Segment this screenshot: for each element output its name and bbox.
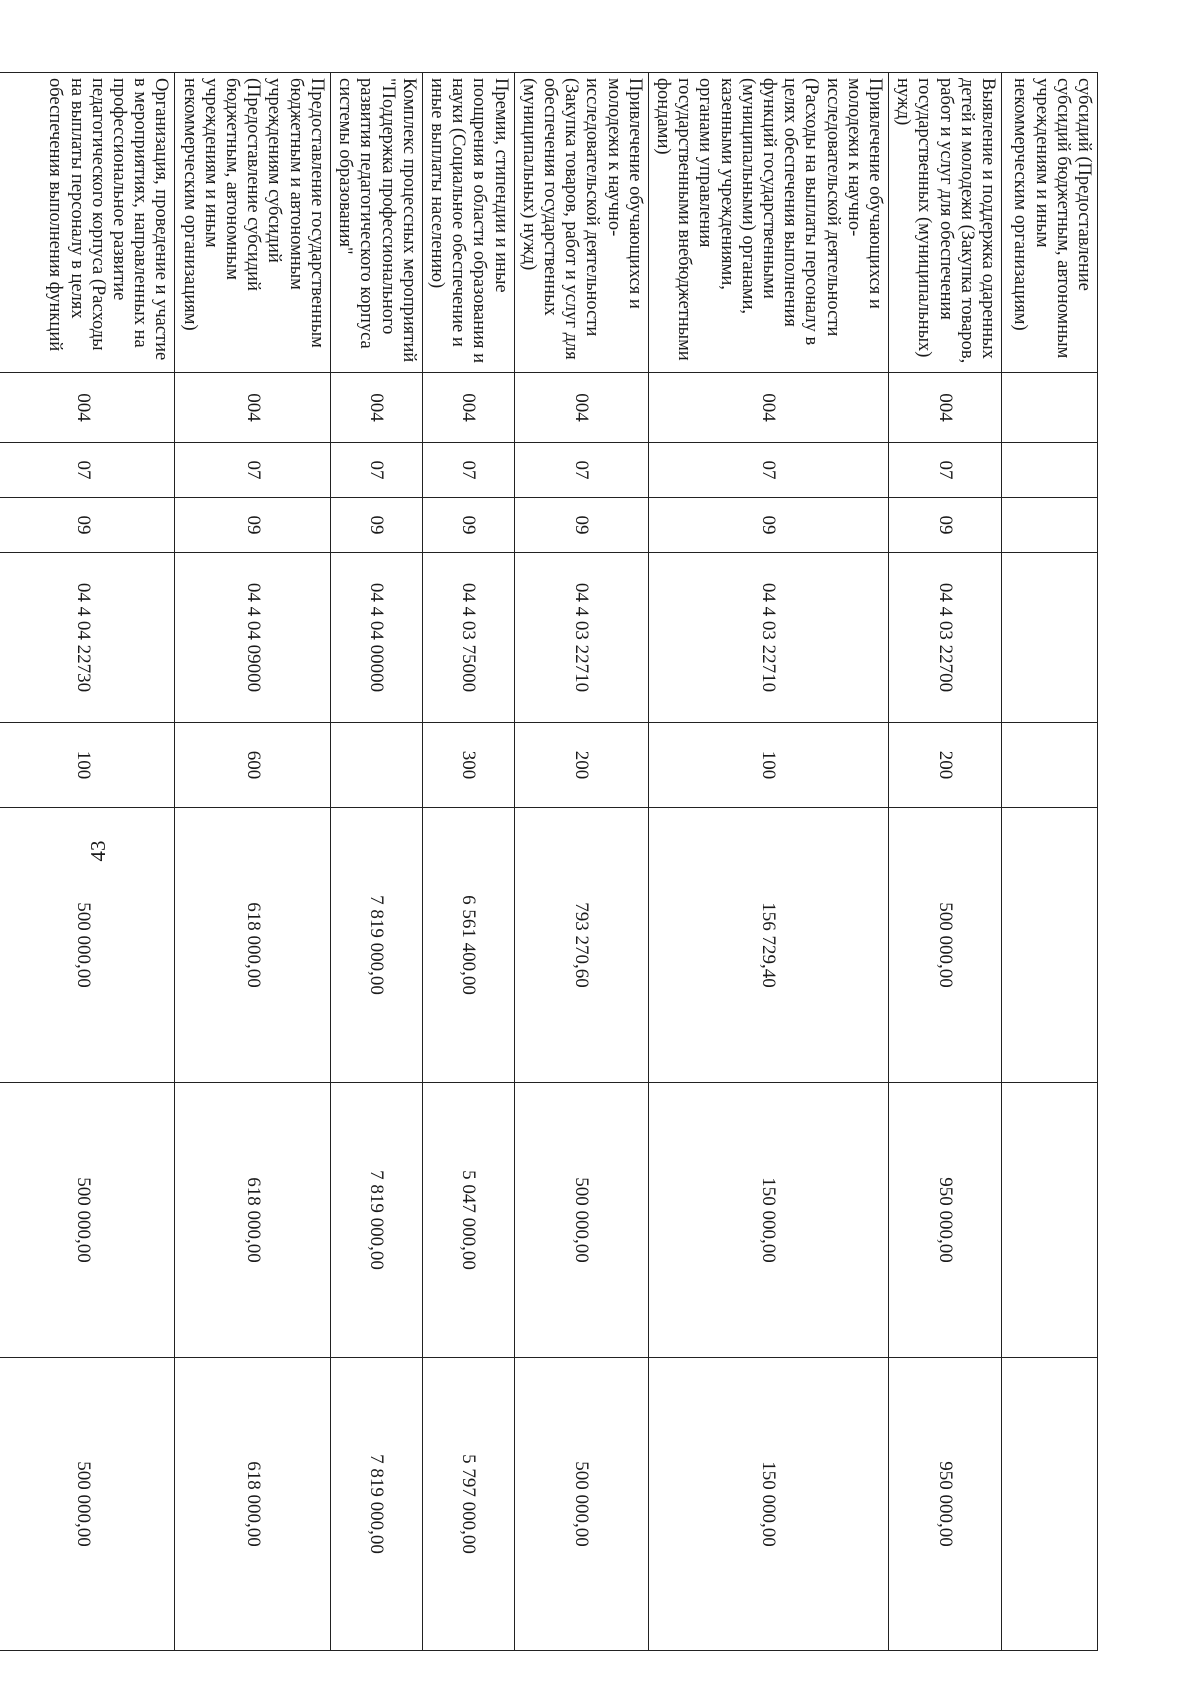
row-sum-year3: 7 819 000,00	[330, 1358, 422, 1651]
row-sum-year1: 7 819 000,00	[330, 808, 422, 1083]
row-grbs: 004	[888, 373, 1001, 443]
row-section: 07	[648, 443, 888, 498]
row-grbs: 004	[422, 373, 514, 443]
row-subsection: 09	[422, 498, 514, 553]
row-sum-year3	[1002, 1358, 1098, 1651]
row-grbs: 004	[0, 373, 175, 443]
table-row	[1002, 73, 1098, 1651]
table-row	[330, 73, 422, 1651]
row-sum-year3: 618 000,00	[175, 1358, 330, 1651]
row-expense-type: 300	[422, 723, 514, 808]
row-sum-year1: 156 729,40	[648, 808, 888, 1083]
row-expense-type	[330, 723, 422, 808]
row-expense-type: 100	[0, 723, 175, 808]
row-subsection	[1002, 498, 1098, 553]
row-expense-type: 200	[514, 723, 648, 808]
row-sum-year2: 150 000,00	[648, 1083, 888, 1358]
table-body	[0, 73, 1098, 1651]
row-subsection: 09	[888, 498, 1001, 553]
row-subsection: 09	[330, 498, 422, 553]
budget-table	[0, 72, 1098, 1651]
table-row	[0, 73, 175, 1651]
row-sum-year2	[1002, 1083, 1098, 1358]
row-description: Премии, стипендии и иные поощрения в области образования и науки (Социальное обеспечение и иные выплаты населению)	[422, 73, 514, 373]
table-row	[175, 73, 330, 1651]
row-section	[1002, 443, 1098, 498]
row-expense-type: 100	[648, 723, 888, 808]
row-target-article: 04 4 03 22710	[514, 553, 648, 723]
row-grbs: 004	[514, 373, 648, 443]
row-section: 07	[514, 443, 648, 498]
row-sum-year2: 7 819 000,00	[330, 1083, 422, 1358]
row-target-article: 04 4 03 22710	[648, 553, 888, 723]
row-sum-year1: 793 270,60	[514, 808, 648, 1083]
row-expense-type: 200	[888, 723, 1001, 808]
page-number: 43	[86, 840, 110, 862]
row-target-article: 04 4 04 22730	[0, 553, 175, 723]
row-description: Предоставление государственным бюджетным и автономным учреждениям субсидий (Предоставление субсидий бюджетным, автономным учреждениям и иным некоммерческим организациям)	[175, 73, 330, 373]
row-sum-year1: 500 000,00	[0, 808, 175, 1083]
row-description: субсидий (Предоставление субсидий бюджетным, автономным учреждениям и иным некоммерческим организациям)	[1002, 73, 1098, 373]
row-target-article: 04 4 03 22700	[888, 553, 1001, 723]
row-subsection: 09	[648, 498, 888, 553]
row-subsection: 09	[175, 498, 330, 553]
row-subsection: 09	[0, 498, 175, 553]
row-sum-year1: 500 000,00	[888, 808, 1001, 1083]
row-sum-year3: 500 000,00	[514, 1358, 648, 1651]
row-description: Организация, проведение и участие в мероприятиях, направленных на профессиональное развитие педагогического корпуса (Расходы на выплаты персоналу в целях обеспечения выполнения функций	[0, 73, 175, 373]
row-sum-year1: 618 000,00	[175, 808, 330, 1083]
row-target-article: 04 4 04 00000	[330, 553, 422, 723]
row-description: Привлечение обучающихся и молодежи к научно-исследовательской деятельности (Закупка товаров, работ и услуг для обеспечения государственных (муниципальных) нужд)	[514, 73, 648, 373]
row-target-article	[1002, 553, 1098, 723]
row-sum-year2: 500 000,00	[514, 1083, 648, 1358]
row-section: 07	[0, 443, 175, 498]
row-expense-type: 600	[175, 723, 330, 808]
table-row	[648, 73, 888, 1651]
row-grbs: 004	[648, 373, 888, 443]
table-row	[888, 73, 1001, 1651]
row-section: 07	[888, 443, 1001, 498]
row-sum-year2: 618 000,00	[175, 1083, 330, 1358]
row-section: 07	[330, 443, 422, 498]
row-sum-year3: 950 000,00	[888, 1358, 1001, 1651]
row-sum-year3: 500 000,00	[0, 1358, 175, 1651]
row-expense-type	[1002, 723, 1098, 808]
row-sum-year2: 950 000,00	[888, 1083, 1001, 1358]
row-target-article: 04 4 04 09000	[175, 553, 330, 723]
row-target-article: 04 4 03 75000	[422, 553, 514, 723]
row-sum-year2: 500 000,00	[0, 1083, 175, 1358]
row-section: 07	[175, 443, 330, 498]
table-row	[514, 73, 648, 1651]
row-sum-year3: 150 000,00	[648, 1358, 888, 1651]
row-section: 07	[422, 443, 514, 498]
row-sum-year1	[1002, 808, 1098, 1083]
row-sum-year3: 5 797 000,00	[422, 1358, 514, 1651]
row-sum-year1: 6 561 400,00	[422, 808, 514, 1083]
row-grbs: 004	[175, 373, 330, 443]
row-subsection: 09	[514, 498, 648, 553]
row-grbs: 004	[330, 373, 422, 443]
row-sum-year2: 5 047 000,00	[422, 1083, 514, 1358]
row-description: Комплекс процессных мероприятий "Поддержка профессионального развития педагогического корпуса системы образования"	[330, 73, 422, 373]
row-grbs	[1002, 373, 1098, 443]
row-description: Привлечение обучающихся и молодежи к научно-исследовательской деятельности (Расходы на выплаты персоналу в целях обеспечения выполнения функций государственными (муниципальными) органами, казенными учреждениями, органами управления государственными внебюджетными фондами)	[648, 73, 888, 373]
table-row	[422, 73, 514, 1651]
row-description: Выявление и поддержка одаренных детей и молодежи (Закупка товаров, работ и услуг для обеспечения государственных (муниципальных) нужд)	[888, 73, 1001, 373]
